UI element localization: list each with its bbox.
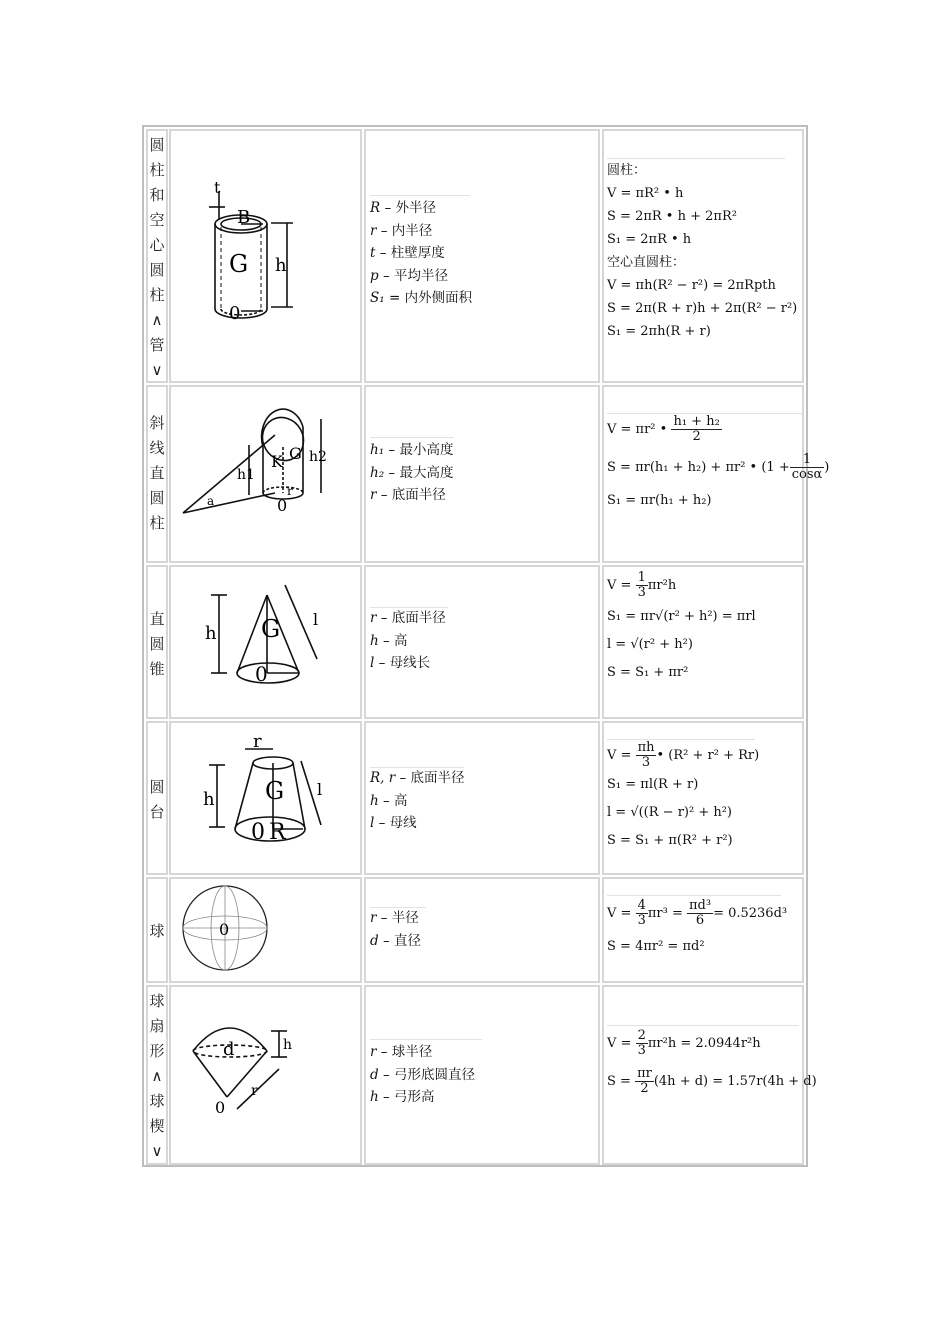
shape-name-cell: [146, 385, 168, 563]
shape-name-cell: [146, 985, 168, 1165]
formulas-list: V = $\frac{1}{3}$ πr²h S₁ = πr√(r² + h²) = πrl l = √(r² + h²) S = S₁ + πr²: [607, 570, 756, 680]
figure-cell: [169, 721, 362, 875]
oblique-cylinder-figure: [171, 387, 361, 562]
fig-label-h: h: [275, 255, 287, 276]
variables-cell: [364, 385, 600, 563]
fig-label-l: l: [313, 610, 319, 629]
fig-label-0: 0: [251, 820, 265, 845]
fig-label-l: l: [317, 780, 323, 799]
variables-list: r – 底面半径 h – 高 l – 母线长: [370, 610, 446, 671]
formulas-cell: [602, 721, 804, 875]
fig-label-g: G: [261, 615, 281, 643]
fig-label-0: 0: [277, 496, 288, 515]
variables-cell: [364, 721, 600, 875]
table-row: [144, 565, 806, 719]
figure-cell: [169, 129, 362, 383]
variables-cell: [364, 565, 600, 719]
spherical-sector-figure: [171, 987, 361, 1163]
frustum-figure: [171, 723, 361, 873]
table-row: [144, 877, 806, 983]
fig-label-0: 0: [229, 303, 241, 324]
fig-label-0: 0: [255, 662, 268, 686]
shape-name-cell: [146, 721, 168, 875]
fig-label-t: t: [214, 178, 221, 197]
formulas-list: V = $\frac{\pi h}{3}$ • (R² + r² + Rr) S₁ = πl(R + r) l = √((R − r)² + h²) S = S₁ + π(R² + r²): [607, 740, 760, 848]
formulas-list: V = $\frac{4}{3}$ πr³ = $\frac{\text{πd³}}{6}$ = 0.5236d³ S = 4πr² = πd²: [607, 898, 788, 954]
fig-label-R: R: [269, 820, 286, 845]
variables-cell: [364, 985, 600, 1165]
formulas-cell: [602, 877, 804, 983]
fig-label-d: d: [223, 1039, 235, 1060]
formulas-list: V = πr² • $\frac{\text{h₁ + h₂}}{2}$ S = πr(h₁ + h₂) + πr² • (1 + $\frac{1}{\cos\alpha}$ ) S₁ = πr(h₁ + h₂): [607, 414, 830, 508]
table-row: [144, 385, 830, 563]
sphere-figure: [171, 879, 361, 981]
formulas-list: V = $\frac{2}{3}$ πr²h = 2.0944r²h S = $\frac{\pi r}{2}$ (4h + d) = 1.57r(4h + d): [607, 1028, 817, 1096]
shape-name-cell: [146, 565, 168, 719]
formula-table: [142, 125, 830, 1167]
shape-name: 圆 柱 和 空 心 圆 柱 ∧ 管 ∨: [149, 136, 165, 379]
hollow-cylinder-figure: [171, 131, 361, 381]
figure-cell: [169, 985, 362, 1165]
formulas-cell: [602, 985, 817, 1165]
formulas-cell: [602, 385, 830, 563]
fig-label-h: h: [205, 623, 217, 644]
figure-cell: [169, 385, 362, 563]
variables-list: r – 球半径 d – 弓形底圆直径 h – 弓形高: [370, 1044, 475, 1105]
fig-label-b: B: [237, 207, 251, 228]
fig-label-r: r: [287, 484, 293, 498]
variables-list: h₁ – 最小高度 h₂ – 最大高度 r – 底面半径: [370, 442, 454, 503]
table-row: [144, 985, 817, 1165]
fig-label-a: a: [207, 494, 215, 508]
shape-name: 球: [149, 922, 165, 940]
formulas-list: 圆柱： V = πR² • h S = 2πR • h + 2πR² S₁ = 2πR • h 空心直圆柱： V = πh(R² − r²) = 2πRpth S = 2π(R + r)h + 2π(R² − r²) S₁ = 2πh(R + r): [607, 163, 798, 339]
variables-list: R – 外半径 r – 内半径 t – 柱壁厚度 p – 平均半径 S₁ = 内外侧面积: [370, 200, 473, 306]
fig-label-h: h: [283, 1037, 293, 1053]
fig-label-g: G: [229, 250, 249, 278]
variables-list: r – 半径 d – 直径: [370, 910, 421, 949]
formulas-cell: [602, 565, 804, 719]
cone-figure: [171, 567, 361, 717]
variables-list: R, r – 底面半径 h – 高 l – 母线: [370, 770, 465, 831]
shape-name: 圆 台: [149, 778, 165, 821]
fig-label-0: 0: [219, 920, 230, 939]
shape-name: 球 扇 形 ∧ 球 楔 ∨: [149, 992, 165, 1160]
shape-name: 直 圆 锥: [149, 610, 165, 678]
variables-cell: [364, 877, 600, 983]
shape-name-cell: [146, 129, 168, 383]
table-row: [144, 129, 806, 383]
formulas-cell: [602, 129, 804, 383]
fig-label-r: r: [253, 731, 262, 752]
shape-name-cell: [146, 877, 168, 983]
fig-label-h2: h2: [309, 449, 327, 465]
fig-label-k: K: [271, 452, 283, 471]
figure-cell: [169, 877, 362, 983]
fig-label-0: 0: [215, 1098, 226, 1117]
fig-label-h1: h1: [237, 467, 255, 483]
fig-label-g: G: [265, 777, 285, 805]
fig-label-h: h: [203, 789, 215, 810]
figure-cell: [169, 565, 362, 719]
fig-label-g: G: [289, 444, 302, 463]
variables-cell: [364, 129, 600, 383]
table-row: [144, 721, 806, 875]
fig-label-r: r: [251, 1083, 258, 1099]
shape-name: 斜 线 直 圆 柱: [149, 414, 165, 532]
